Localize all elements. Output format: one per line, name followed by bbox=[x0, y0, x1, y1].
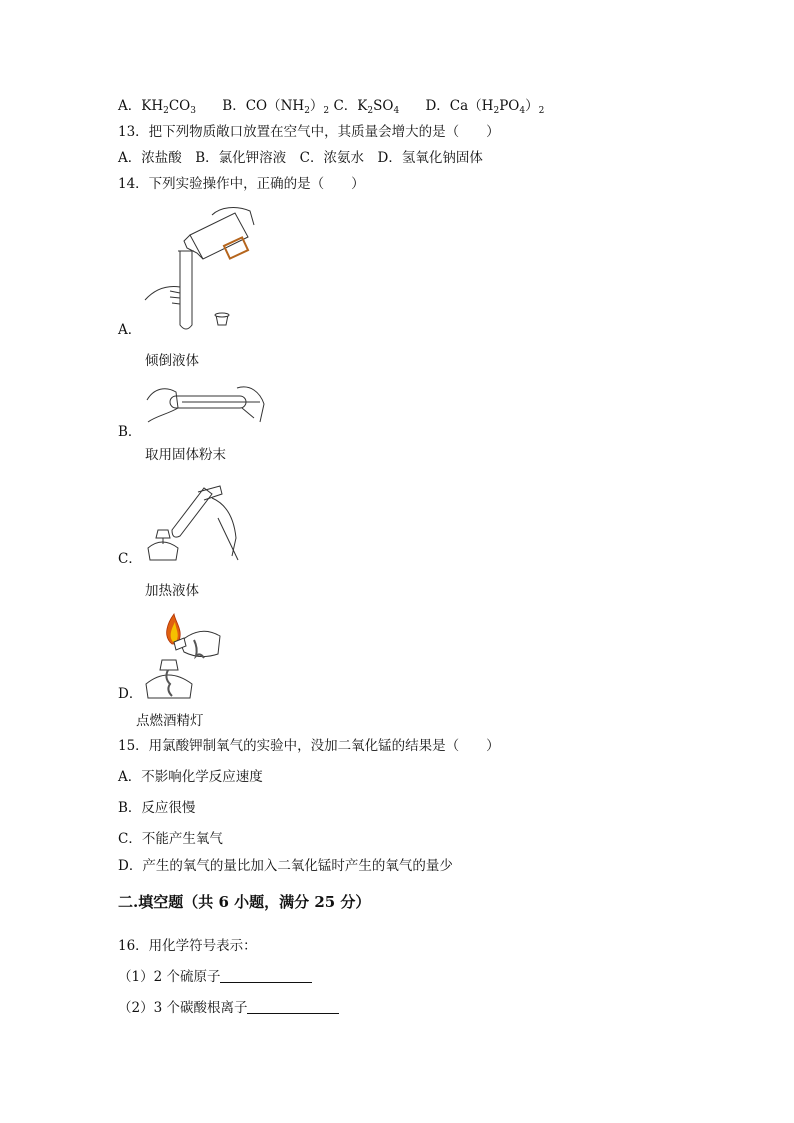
q12-option-a: A．$KH_2CO_3$ bbox=[118, 98, 196, 116]
heating-liquid-illustration bbox=[142, 478, 242, 568]
q16-item-1-blank[interactable] bbox=[220, 968, 312, 983]
q14-option-d-label: D． bbox=[118, 686, 143, 702]
pouring-liquid-illustration bbox=[140, 205, 255, 335]
q15-option-c: C．不能产生氧气 bbox=[118, 831, 223, 847]
q16-item-2-text: （2）3 个碳酸根离子 bbox=[118, 1000, 248, 1016]
q15-option-d: D．产生的氧气的量比加入二氧化锰时产生的氧气的量少 bbox=[118, 858, 453, 874]
q13-options: A．浓盐酸 B．氯化钾溶液 C．浓氨水 D．氢氧化钠固体 bbox=[118, 150, 483, 166]
q13-stem: 13．把下列物质敞口放置在空气中，其质量会增大的是（ ） bbox=[118, 124, 500, 140]
solid-powder-illustration bbox=[142, 378, 267, 433]
q14-option-b-label: B． bbox=[118, 424, 142, 440]
q14-option-a-caption: 倾倒液体 bbox=[145, 353, 199, 369]
q14-option-c-label: C． bbox=[118, 551, 142, 567]
q16-item-2 bbox=[118, 999, 339, 1017]
q14-option-c-caption: 加热液体 bbox=[145, 583, 199, 599]
q15-stem: 15．用氯酸钾制氧气的实验中，没加二氧化锰的结果是（ ） bbox=[118, 738, 500, 754]
q15-option-b: B．反应很慢 bbox=[118, 800, 196, 816]
q14-stem: 14．下列实验操作中，正确的是（ ） bbox=[118, 176, 365, 192]
q16-item-1 bbox=[118, 968, 312, 986]
q12-option-c: C．$K_2SO_4$ bbox=[333, 98, 400, 116]
q14-option-a-label: A． bbox=[118, 322, 142, 338]
q16-item-2-blank[interactable] bbox=[247, 999, 339, 1014]
q12-options-line bbox=[118, 97, 544, 120]
section-2-title: 二.填空题（共 6 小题，满分 25 分） bbox=[118, 893, 371, 911]
q12-option-d: D．$Ca(H_2PO_4)_2$ bbox=[425, 98, 545, 116]
q14-option-d-caption: 点燃酒精灯 bbox=[136, 713, 204, 729]
q12-option-b: B．$CO(NH_2)_2$ bbox=[222, 98, 330, 116]
alcohol-lamp-illustration bbox=[140, 612, 230, 702]
q14-option-b-caption: 取用固体粉末 bbox=[145, 447, 226, 463]
q15-option-a: A．不影响化学反应速度 bbox=[118, 769, 263, 785]
q16-stem: 16．用化学符号表示： bbox=[118, 938, 257, 954]
q16-item-1-text: （1）2 个硫原子 bbox=[118, 969, 221, 985]
